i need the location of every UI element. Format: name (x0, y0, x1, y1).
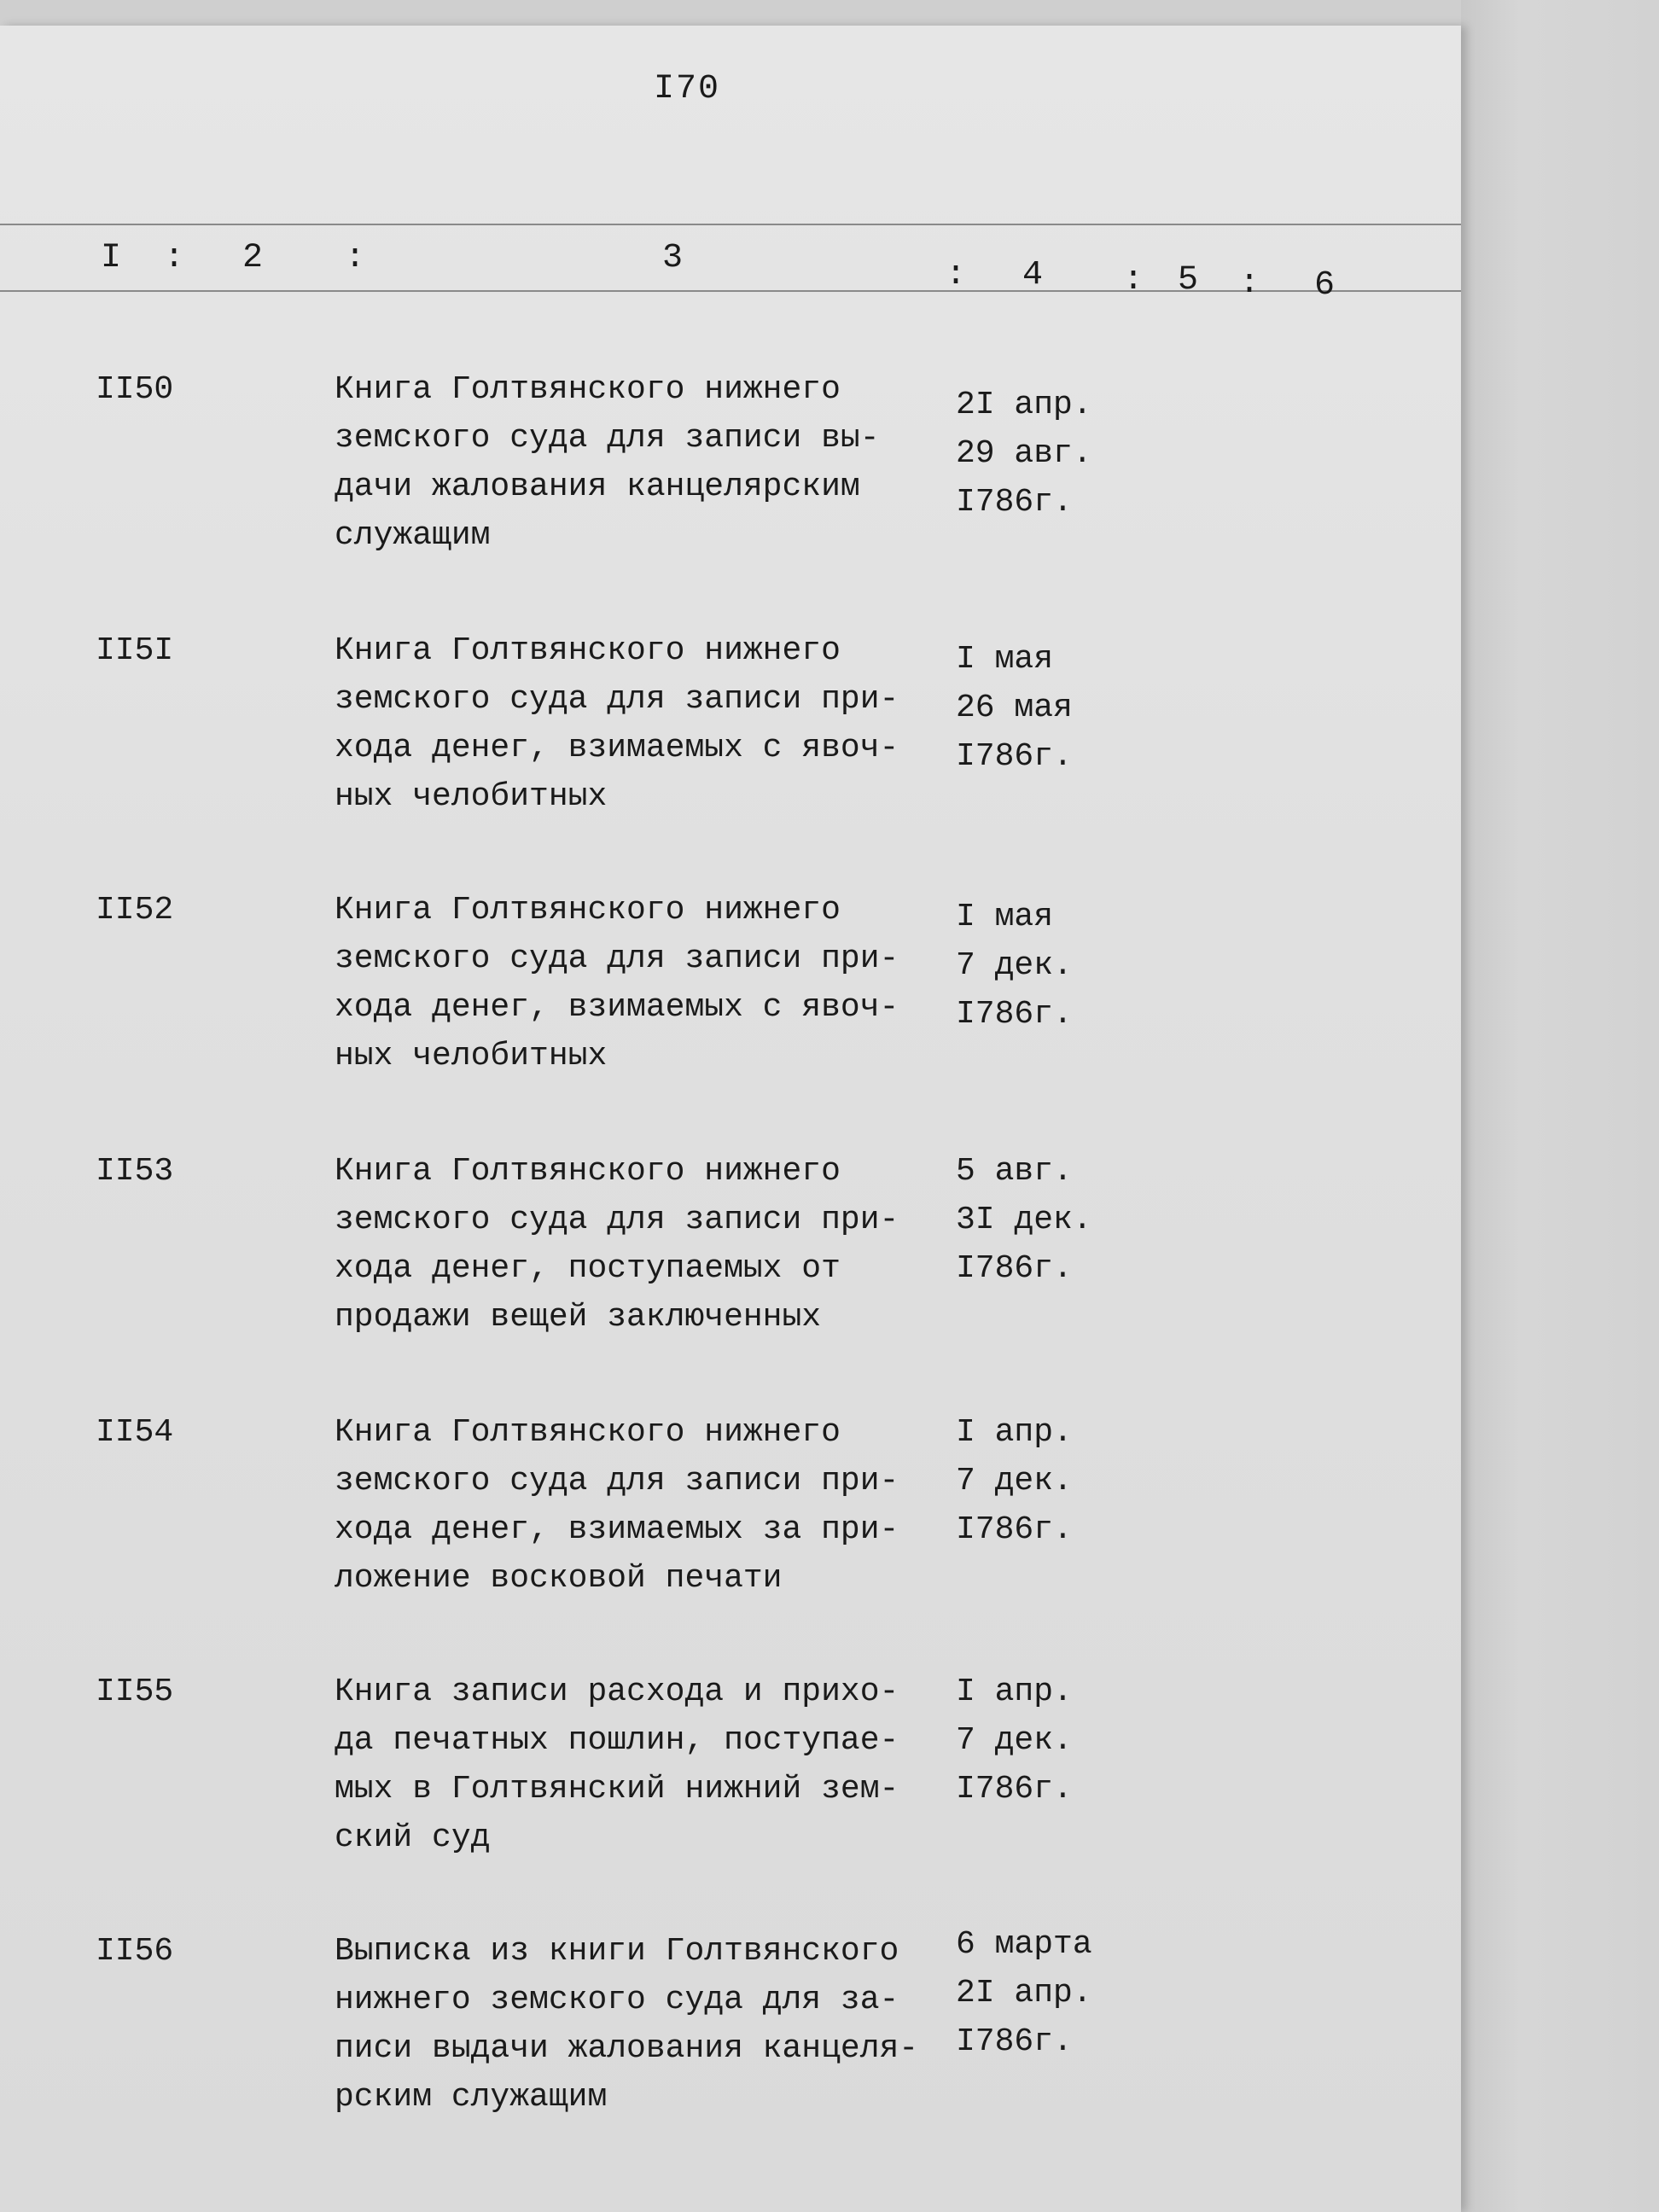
entry-number: II55 (96, 1674, 174, 1710)
entry-dates (956, 1147, 1126, 1293)
entry-number: II5I (96, 632, 174, 669)
description-line: хода денег, взимаемых за при- (335, 1511, 899, 1548)
header-col-2: 2 (242, 239, 264, 277)
entry-dates (956, 635, 1126, 781)
description-line: нижнего земского суда для за- (335, 1982, 899, 2018)
description-line: дачи жалования канцелярским (335, 469, 860, 505)
header-col-4: 4 (1022, 256, 1044, 294)
end-date: 26 мая (956, 690, 1073, 726)
start-date: 5 авг. (956, 1153, 1073, 1190)
year: I786г. (956, 1511, 1073, 1548)
header-col-5: 5 (1178, 261, 1199, 300)
description-line: Книга Голтвянского нижнего (335, 371, 841, 408)
description-line: Книга Голтвянского нижнего (335, 1414, 841, 1451)
entry-number: II53 (96, 1153, 174, 1190)
description-line: продажи вещей заключенных (335, 1299, 822, 1336)
entry-dates (956, 1408, 1126, 1554)
description-line: Книга Голтвянского нижнего (335, 892, 841, 928)
end-date: 7 дек. (956, 1722, 1073, 1759)
start-date: 2I апр. (956, 387, 1092, 423)
entry-description (335, 1668, 949, 1862)
year: I786г. (956, 1771, 1073, 1807)
description-line: мых в Голтвянский нижний зем- (335, 1771, 899, 1807)
entry-number: II52 (96, 892, 174, 928)
entry-description (335, 1408, 949, 1603)
header-col-6: 6 (1314, 266, 1336, 305)
start-date: I апр. (956, 1674, 1073, 1710)
header-rule-top (0, 224, 1461, 225)
entry-dates (956, 381, 1126, 527)
description-line: Книга записи расхода и прихо- (335, 1674, 899, 1710)
description-line: да печатных пошлин, поступае- (335, 1722, 899, 1759)
entry-number: II50 (96, 371, 174, 408)
description-line: земского суда для записи вы- (335, 420, 880, 457)
entry-number: II56 (96, 1933, 174, 1970)
entry-description (335, 365, 949, 560)
start-date: 6 марта (956, 1926, 1092, 1963)
entry-dates (956, 893, 1126, 1039)
header-separator: : (345, 239, 366, 277)
year: I786г. (956, 484, 1073, 521)
header-col-1: I (101, 239, 122, 277)
end-date: 2I апр. (956, 1975, 1092, 2011)
description-line: земского суда для записи при- (335, 1202, 899, 1238)
description-line: Книга Голтвянского нижнего (335, 632, 841, 669)
header-separator: : (946, 256, 967, 294)
description-line: Книга Голтвянского нижнего (335, 1153, 841, 1190)
entry-number: II54 (96, 1414, 174, 1451)
description-line: земского суда для записи при- (335, 1463, 899, 1499)
start-date: I мая (956, 641, 1054, 678)
header-col-3: 3 (662, 239, 684, 277)
description-line: Выписка из книги Голтвянского (335, 1933, 899, 1970)
description-line: ных челобитных (335, 1038, 608, 1074)
year: I786г. (956, 2023, 1073, 2060)
end-date: 3I дек. (956, 1202, 1092, 1238)
description-line: хода денег, взимаемых с явоч- (335, 989, 899, 1026)
description-line: ложение восковой печати (335, 1560, 783, 1597)
description-line: писи выдачи жалования канцеля- (335, 2030, 919, 2067)
year: I786г. (956, 996, 1073, 1033)
end-date: 7 дек. (956, 1463, 1073, 1499)
header-separator: : (164, 239, 185, 277)
header-separator: : (1239, 265, 1260, 303)
end-date: 29 авг. (956, 435, 1092, 472)
description-line: хода денег, взимаемых с явоч- (335, 730, 899, 766)
document-page (0, 26, 1461, 2212)
entry-description (335, 886, 949, 1080)
entry-description (335, 1927, 949, 2122)
header-separator: : (1123, 261, 1144, 300)
description-line: хода денег, поступаемых от (335, 1250, 841, 1287)
description-line: земского суда для записи при- (335, 681, 899, 718)
description-line: ский суд (335, 1819, 491, 1856)
description-line: ных челобитных (335, 778, 608, 815)
entry-dates (956, 1668, 1126, 1813)
description-line: служащим (335, 517, 491, 554)
entry-description (335, 626, 949, 821)
page-number: I70 (653, 70, 720, 108)
start-date: I апр. (956, 1414, 1073, 1451)
description-line: рским служащим (335, 2079, 608, 2116)
description-line: земского суда для записи при- (335, 940, 899, 977)
background-sheet (1461, 0, 1659, 2212)
year: I786г. (956, 1250, 1073, 1287)
start-date: I мая (956, 899, 1054, 935)
entry-dates (956, 1920, 1126, 2066)
end-date: 7 дек. (956, 947, 1073, 984)
entry-description (335, 1147, 949, 1342)
year: I786г. (956, 738, 1073, 775)
